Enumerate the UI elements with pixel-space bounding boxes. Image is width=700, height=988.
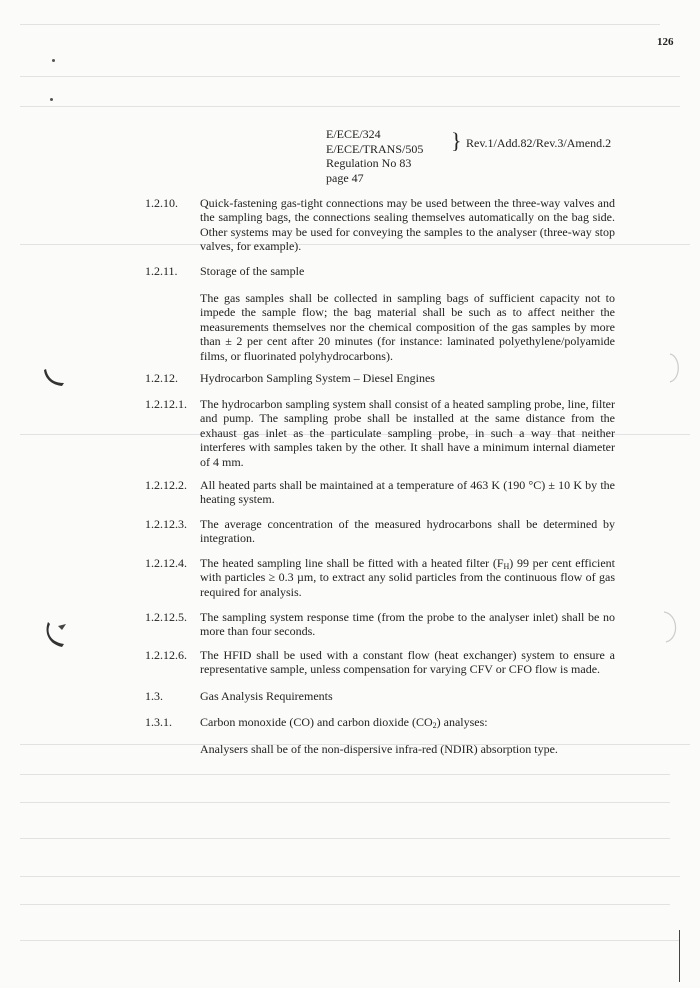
section-number: 1.2.12.5. xyxy=(145,610,187,624)
scan-line xyxy=(20,940,680,941)
text-part: Carbon monoxide (CO) and carbon dioxide (CO xyxy=(200,715,433,729)
section-heading: Hydrocarbon Sampling System – Diesel Engines xyxy=(200,371,435,385)
scan-line xyxy=(20,774,670,775)
scan-line xyxy=(20,876,680,877)
document-header xyxy=(326,127,612,185)
section-number: 1.3.1. xyxy=(145,715,172,729)
scan-line xyxy=(20,106,680,107)
section-number: 1.2.12.4. xyxy=(145,556,187,570)
punch-hole-mark xyxy=(42,365,66,387)
section-text: The sampling system response time (from the probe to the analyser inlet) shall be no more than four seconds. xyxy=(200,610,615,639)
section-number: 1.2.12.1. xyxy=(145,397,187,411)
section-number: 1.2.10. xyxy=(145,196,178,210)
section-text xyxy=(200,715,615,729)
text-part: ) analyses: xyxy=(436,715,488,729)
scan-line xyxy=(20,76,680,77)
subscript: 2 xyxy=(432,721,437,730)
text-part: The heated sampling line shall be fitted with a heated filter (F xyxy=(200,556,504,570)
scan-line xyxy=(20,24,660,25)
scan-line xyxy=(20,838,670,839)
edge-mark xyxy=(679,930,680,982)
page-number: 126 xyxy=(657,36,674,48)
scan-line xyxy=(20,802,670,803)
section-number: 1.2.11. xyxy=(145,264,178,278)
punch-hole-mark xyxy=(44,618,72,648)
section-text: The HFID shall be used with a constant flow (heat exchanger) system to ensure a representative sample, unless compensation for varying CFV or CFO flow is made. xyxy=(200,648,615,677)
text-part: ) 99 per cent efficient with particles ≥ 0.3 µm, to extract any solid particles from the continuous flow of gas required for analysis. xyxy=(200,556,615,599)
subscript: H xyxy=(503,562,510,571)
section-text: The hydrocarbon sampling system shall consist of a heated sampling probe, line, filter and pump. The sampling probe shall be installed at the same distance from the exhaust gas inlet as the particulate sampling probe, in such a way that neither interferes with samples taken by the other. It shall have a minimum internal diameter of 4 mm. xyxy=(200,397,615,469)
circle-mark xyxy=(656,352,682,384)
section-number: 1.3. xyxy=(145,689,163,703)
header-regulation: Regulation No 83 xyxy=(326,156,412,170)
header-page: page 47 xyxy=(326,170,364,185)
dot-mark xyxy=(50,98,53,101)
section-number: 1.2.12.6. xyxy=(145,648,187,662)
section-text: The gas samples shall be collected in sampling bags of sufficient capacity not to impede the sample flow; the bag material shall be such as to affect neither the measurements themselves nor the chemical composition of the gas samples by more than ± 2 per cent after 20 minutes (for instance: laminated polyethylene/polyamide films, or fluorinated polyhydrocarbons). xyxy=(200,291,615,363)
section-1-2-11-body xyxy=(200,291,615,363)
section-text: Quick-fastening gas-tight connections may be used between the three-way valves and the sampling bags, the connections sealing themselves automatically on the bag side. Other systems may be used for conveying the samples to the analyser (three-way stop valves, for example). xyxy=(200,196,615,254)
circle-mark xyxy=(656,610,682,644)
header-brace: } xyxy=(451,128,462,153)
section-number: 1.2.12.2. xyxy=(145,478,187,492)
section-text: The average concentration of the measured hydrocarbons shall be determined by integration. xyxy=(200,517,615,546)
section-text: All heated parts shall be maintained at a temperature of 463 K (190 °C) ± 10 K by the heating system. xyxy=(200,478,615,507)
section-1-3-1-body xyxy=(200,742,615,756)
dot-mark xyxy=(52,59,55,62)
section-text xyxy=(200,556,615,599)
header-ref-2: E/ECE/TRANS/505 xyxy=(326,141,424,156)
header-revision: Rev.1/Add.82/Rev.3/Amend.2 xyxy=(466,136,612,150)
section-number: 1.2.12.3. xyxy=(145,517,187,531)
section-heading: Storage of the sample xyxy=(200,264,305,278)
scan-line xyxy=(20,904,670,905)
section-number: 1.2.12. xyxy=(145,371,178,385)
section-text: Analysers shall be of the non-dispersive infra-red (NDIR) absorption type. xyxy=(200,742,558,756)
section-heading: Gas Analysis Requirements xyxy=(200,689,333,703)
header-ref-1: E/ECE/324 xyxy=(326,127,381,141)
